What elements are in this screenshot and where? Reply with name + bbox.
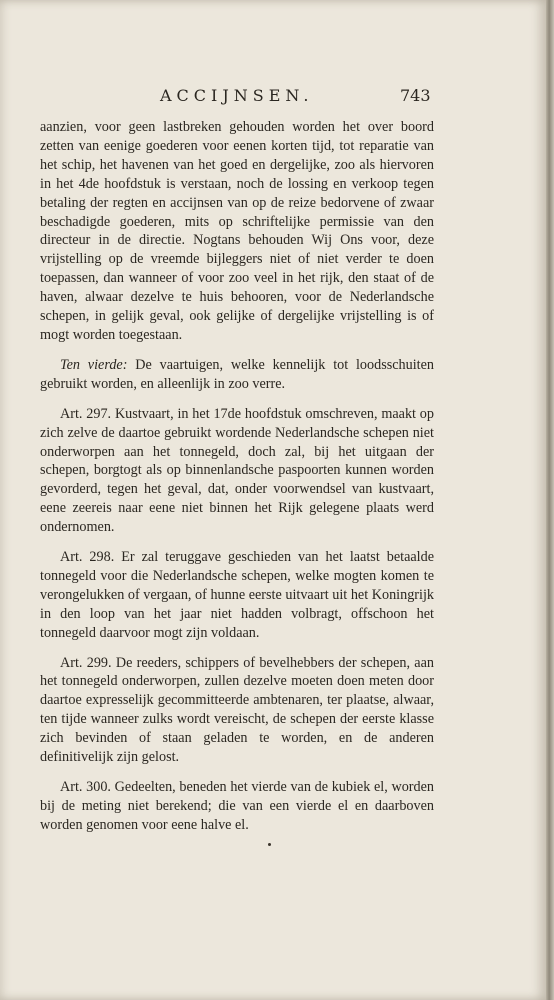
paragraph-lead: Ten vierde: [60,356,128,373]
ink-dot [268,843,271,846]
paragraph-text: De vaartuigen, welke kennelijk tot loodsschuiten gebruikt worden, en alleenlijk in zoo verre. [40,356,435,392]
body-text [40,118,434,846]
paragraph-continuation [40,118,434,345]
article-text: Gedeelten, beneden het vierde van de kubiek el, worden bij de meting niet berekend; die van een vierde el en daarboven worden genomen voor eene halve el. [40,779,434,833]
page-number: 743 [400,86,431,105]
article-number: Art. 299. [60,654,112,671]
paragraph-ten-vierde [40,356,434,394]
article-text: Kustvaart, in het 17de hoofdstuk omschreven, maakt op zich zelve de daartoe gebruikt wordende Nederlandsche schepen niet onderworpen aan het tonnegeld, doch zal, bij het uitgaan der schepen, borgtogt als op binnenlandsche paspoorten kunnen worden gevorderd, tegen het geval, dat, onder voorwendsel van kustvaart, eene zeereis naar eene niet binnen het Rijk gelegene plaats werd ondernomen. [40,405,434,536]
article-number: Art. 300. [60,779,111,795]
article-298 [40,548,434,643]
article-297 [40,405,434,537]
running-title: ACCIJNSEN. [160,86,314,105]
article-text: Er zal teruggave geschieden van het laatst betaalde tonnegeld voor die Nederlandsche schepen, welke mogten komen te verongelukken of vergaan, of hunne eerste uitvaart uit het Koningrijk in den loop van het jaar niet hadden volbragt, offschoon het tonnegeld daarvoor mogt zijn voldaan. [40,549,434,641]
article-number: Art. 298. [60,549,115,566]
article-300 [40,778,434,835]
article-number: Art. 297. [60,405,112,422]
paragraph-text: aanzien, voor geen lastbreken gehouden worden het over boord zetten van eenige goederen voor eenen korten tijd, tot reparatie van het schip, het havenen van het goed en dergelijke, zoo als hiervoren in het 4de hoofdstuk is verstaan, noch de lossing en verkoop tegen betaling der regten en accijnsen van op de reize bedorvene of zwaar beschadigde goederen, mits op schriftelijke permissie van den directeur in de directie. Nogtans behouden Wij Ons voor, deze vrijstelling op de vreemde bijleggers niet of niet verder te doen toepassen, dan wanneer of voor zoo veel in het rijk, den staat of de haven, alwaar dezelve te huis behooren, voor de Nederlandsche schepen, in gelijk geval, ook gelijke of dergelijke vrijstelling is of mogt worden toegestaan. [40,119,434,343]
article-text: De reeders, schippers of bevelhebbers der schepen, aan het tonnegeld onderworpen, zullen dezelve moeten doen meten door daartoe expresselijk gecommitteerde ambtenaren, ter plaatse, alwaar, ten tijde wanneer zulks wordt vereischt, de schepen der eerste klasse zich bevinden of staan geladen te worden, en de anderen definitivelijk zijn gelost. [40,654,434,766]
article-299 [40,654,434,767]
page-edge [546,0,554,1000]
page-header [0,86,546,110]
